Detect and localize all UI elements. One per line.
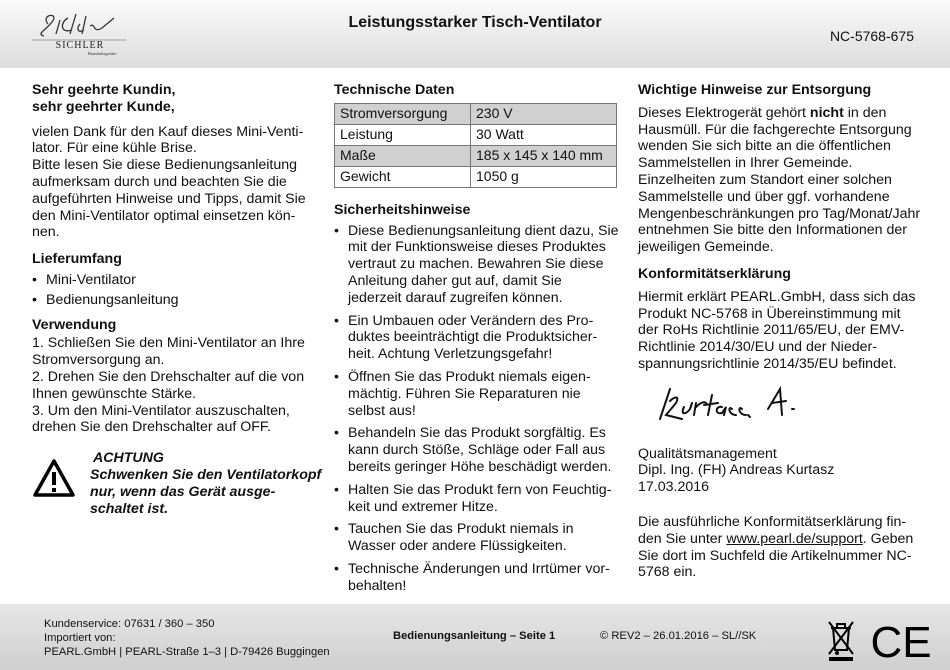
- disposal-heading: Wichtige Hinweise zur Entsorgung: [638, 82, 872, 98]
- table-row: [335, 166, 617, 187]
- list-item: • Bedienungsanleitung: [32, 292, 317, 309]
- product-code: NC-5768-675: [829, 28, 914, 44]
- intro-text: vielen Dank für den Kauf dieses Mini-Ventilator. Für eine kühle Brise.: [32, 123, 304, 157]
- list-item: • Öffnen Sie das Produkt niemals eigenmächtig. Führen Sie Reparaturen nie selbst aus!: [334, 369, 619, 419]
- emphasis-nicht: nicht: [809, 104, 844, 121]
- warning-title: ACHTUNG: [93, 450, 164, 467]
- tech-data-heading: Technische Daten: [334, 82, 455, 98]
- support-link[interactable]: www.pearl.de/support: [726, 530, 863, 547]
- revision-info: © REV2 – 26.01.2016 – SL//SK: [600, 630, 757, 642]
- table-cell-value: 30 Watt: [471, 124, 617, 145]
- customer-service: Kundenservice: 07631 / 360 – 350: [44, 618, 215, 630]
- column-intro: [32, 82, 322, 517]
- list-item: • Tauchen Sie das Produkt niemals in Wasser oder andere Flüssigkeiten.: [334, 521, 619, 555]
- imported-label: Importiert von:: [44, 632, 116, 644]
- table-row: [335, 145, 617, 166]
- greeting-line-2: sehr geehrter Kunde,: [32, 98, 175, 115]
- list-item: • Behandeln Sie das Produkt sorgfältig. Es kann durch Stöße, Schläge oder Fall aus bereits geringer Höhe beschädigt werden.: [334, 425, 619, 475]
- column-disposal: [638, 82, 923, 581]
- brand-subtitle: Haushaltsgeräte: [87, 51, 117, 56]
- signature: [652, 379, 812, 437]
- warning-text: Schwenken Sie den Ventilatorkopf nur, wenn das Gerät ausgeschaltet ist.: [90, 466, 322, 517]
- conformity-text: Hiermit erklärt PEARL.GmbH, dass sich das Produkt NC-5768 in Übereinstimmung mit der RoHs Richtlinie 2011/65/EU, der EMV-Richtlinie 2014/30/EU und der Niederspannungsrichtlinie 2014/35/EU befindet.: [638, 288, 916, 372]
- intro-text-2: Bitte lesen Sie diese Bedienungsanleitung aufmerksam durch und beachten Sie die aufgeführten Hinweise und Tipps, damit Sie den Mini-Ventilator optimal einsetzen können.: [32, 157, 306, 241]
- disposal-text: Dieses Elektrogerät gehört nicht in den Hausmüll. Für die fachgerechte Entsorgung wenden Sie sich bitte an die öffentlichen Sammelstellen in Ihrer Gemeinde. Einzelheiten zum Standort einer solchen Sammelstelle und über ggf. vorhandene Mengenbeschränkungen pro Tag/Monat/Jahr entnehmen Sie bitte den Informationen der jeweiligen Gemeinde.: [638, 104, 921, 256]
- page-footer: [0, 604, 950, 670]
- sign-date: 17.03.2016: [638, 479, 710, 496]
- column-technical: [334, 82, 619, 601]
- list-item: • Ein Umbauen oder Verändern des Produktes beeinträchtigt die Produktsicherheit. Achtung Verletzungsgefahr!: [334, 313, 619, 363]
- importer-address: PEARL.GmbH | PEARL-Straße 1–3 | D-79426 Buggingen: [44, 646, 330, 658]
- table-cell-label: Leistung: [335, 124, 471, 145]
- table-cell-label: Maße: [335, 145, 471, 166]
- table-cell-value: 1050 g: [471, 166, 617, 187]
- safety-list: [334, 223, 619, 595]
- safety-heading: Sicherheitshinweise: [334, 201, 471, 218]
- page-header: [0, 0, 950, 68]
- list-item: • Halten Sie das Produkt fern von Feuchtigkeit und extremer Hitze.: [334, 482, 619, 516]
- tech-data-table: [334, 103, 617, 188]
- ce-mark-text: CE: [870, 618, 932, 662]
- verwendung-heading: Verwendung: [32, 316, 117, 333]
- table-cell-value: 185 x 145 x 140 mm: [471, 145, 617, 166]
- verwendung-step-2: 2. Drehen Sie den Drehschalter auf die von Ihnen gewünschte Stärke.: [32, 368, 305, 402]
- crossed-bin-icon: [826, 618, 856, 662]
- lieferumfang-heading: Lieferumfang: [32, 251, 122, 268]
- table-cell-label: Gewicht: [335, 166, 471, 187]
- details-text: Die ausführliche Konformitätserklärung finden Sie unter www.pearl.de/support. Geben Sie dort im Suchfeld die Artikelnummer NC-5768 ein.: [638, 513, 914, 581]
- table-row: [335, 103, 617, 124]
- signer-role: Qualitätsmanagement: [638, 445, 777, 462]
- signer-name: Dipl. Ing. (FH) Andreas Kurtasz: [638, 462, 835, 479]
- table-cell-label: Stromversorgung: [335, 103, 471, 124]
- warning-triangle-icon: [32, 458, 76, 498]
- list-item: • Technische Änderungen und Irrtümer vorbehalten!: [334, 561, 619, 595]
- table-row: [335, 124, 617, 145]
- list-item: • Diese Bedienungsanleitung dient dazu, Sie mit der Funktionsweise dieses Produktes vertraut zu machen. Bewahren Sie diese Anleitung daher gut auf, damit Sie jederzeit darauf zugreifen können.: [334, 223, 619, 307]
- warning-box: [32, 450, 322, 517]
- list-item: • Mini-Ventilator: [32, 272, 317, 289]
- greeting-line-1: Sehr geehrte Kundin,: [32, 82, 176, 98]
- brand-name: SICHLER: [55, 40, 105, 51]
- conformity-heading: Konformitätserklärung: [638, 265, 791, 282]
- lieferumfang-list: [32, 272, 317, 309]
- verwendung-step-3: 3. Um den Mini-Ventilator auszuschalten, drehen Sie den Drehschalter auf OFF.: [32, 402, 290, 436]
- page-title: Leistungsstarker Tisch-Ventilator: [348, 14, 602, 31]
- ce-mark-icon: [863, 618, 943, 662]
- page-label: Bedienungsanleitung – Seite 1: [393, 630, 556, 642]
- table-cell-value: 230 V: [471, 103, 617, 124]
- verwendung-step-1: 1. Schließen Sie den Mini-Ventilator an Ihre Stromversorgung an.: [32, 335, 305, 369]
